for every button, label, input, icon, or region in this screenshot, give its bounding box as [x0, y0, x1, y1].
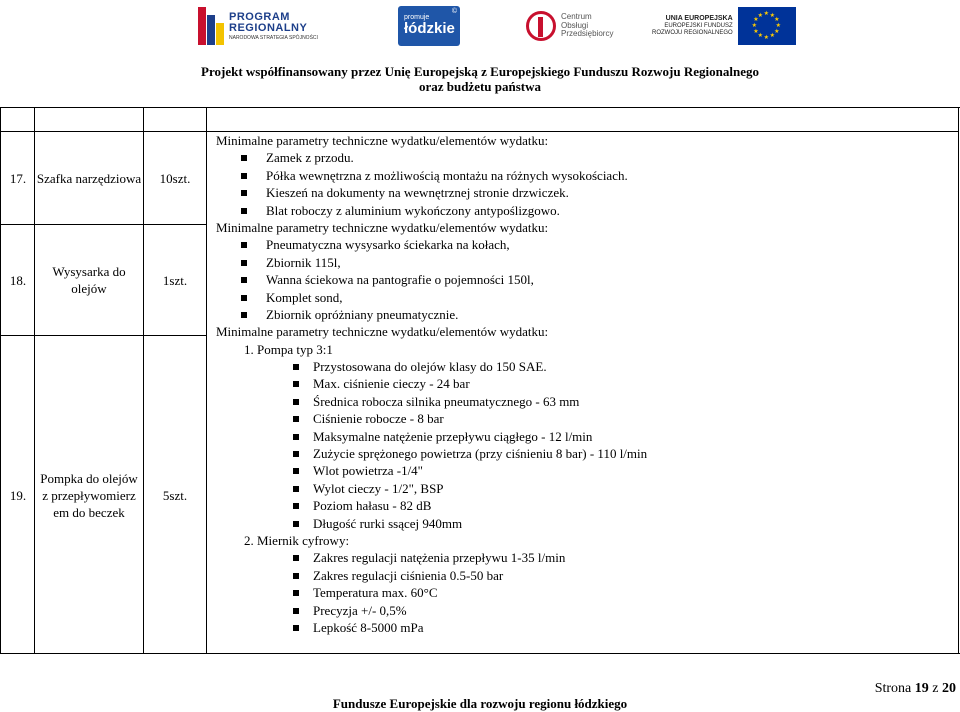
square-bullet-icon [241, 312, 247, 318]
unia-europejska-logo [652, 4, 796, 48]
spec-bullet-item [216, 358, 956, 375]
spec-bullet-item [216, 167, 956, 184]
square-bullet-icon [293, 608, 299, 614]
eu-star-icon: ★ [753, 17, 759, 23]
specification-table [0, 107, 960, 654]
square-bullet-icon [241, 173, 247, 179]
spec-bullet-item [216, 619, 956, 636]
spec-text: Minimalne parametry techniczne wydatku/elementów wydatku: [216, 324, 549, 340]
spec-text: Przystosowana do olejów klasy do 150 SAE. [313, 359, 547, 375]
page-number [875, 681, 956, 697]
spec-text: Wlot powietrza -1/4" [313, 463, 423, 479]
spec-bullet-item [216, 254, 956, 271]
logo-centrum-line1: Centrum [561, 11, 592, 21]
spec-text: Średnica robocza silnika pneumatycznego - 63 mm [313, 393, 580, 409]
spec-text: 1. Pompa typ 3:1 [244, 341, 333, 357]
footer-text: Fundusze Europejskie dla rozwoju regionu łódzkiego [332, 696, 628, 711]
eu-star-icon: ★ [774, 17, 780, 23]
eu-star-icon: ★ [769, 33, 776, 40]
eu-star-icon: ★ [753, 29, 759, 35]
spec-heading [216, 132, 956, 149]
row-17-lp: 17. [9, 170, 27, 186]
eu-star-icon: ★ [751, 23, 758, 29]
row-19-qty: 5szt. [162, 487, 188, 503]
eu-star-icon: ★ [763, 11, 770, 17]
spec-text: Wanna ściekowa na pantografie o pojemności 150l, [266, 272, 534, 288]
spec-text: Blat roboczy z aluminium wykończony antypoślizgowo. [266, 202, 560, 218]
project-header [0, 64, 960, 94]
spec-bullet-item [216, 202, 956, 219]
spec-text: Max. ciśnienie cieczy - 24 bar [313, 376, 470, 392]
spec-text: Zakres regulacji natężenia przepływu 1-35 l/min [313, 550, 566, 566]
square-bullet-icon [293, 468, 299, 474]
spec-bullet-item [216, 393, 956, 410]
spec-bullet-item [216, 149, 956, 166]
spec-text: Minimalne parametry techniczne wydatku/elementów wydatku: [216, 133, 549, 148]
spec-bullet-item [216, 480, 956, 497]
logo-lodzkie-small: promuje [404, 14, 430, 22]
spec-heading [216, 219, 956, 236]
spec-text: Temperatura max. 60°C [313, 585, 438, 601]
logo-centrum-line3: Przedsiębiorcy [561, 29, 614, 39]
logo-program-line1: PROGRAM [229, 10, 290, 23]
square-bullet-icon [241, 208, 247, 214]
logo-lodzkie-big: łódzkie [404, 20, 455, 38]
page-total: 20 [942, 681, 956, 696]
logo-program-line2: REGIONALNY [229, 21, 308, 34]
spec-text: Wylot cieczy - 1/2", BSP [313, 480, 444, 496]
square-bullet-icon [241, 155, 247, 161]
square-bullet-icon [293, 521, 299, 527]
square-bullet-icon [293, 555, 299, 561]
spec-bullet-item [216, 497, 956, 514]
project-header-line2: oraz budżetu państwa [418, 79, 542, 94]
logo-ue-line1: UNIA EUROPEJSKA [665, 15, 733, 23]
spec-text: Zamek z przodu. [266, 150, 354, 166]
spec-text: Długość rurki ssącej 940mm [313, 515, 463, 531]
square-bullet-icon [241, 260, 247, 266]
row-17-name: Szafka narzędziowa [36, 170, 142, 186]
copyright-mark: © [451, 8, 457, 15]
row-17-qty: 10szt. [159, 170, 191, 186]
spec-bullet-item [216, 306, 956, 323]
eu-star-icon: ★ [769, 12, 776, 19]
eu-star-icon: ★ [774, 29, 780, 35]
centrum-obslugi-logo [526, 4, 613, 48]
spec-bullet-item [216, 236, 956, 253]
page-current: 19 [914, 681, 929, 696]
spec-bullet-item [216, 445, 956, 462]
square-bullet-icon [293, 416, 299, 422]
square-bullet-icon [293, 503, 299, 509]
spec-bullet-item [216, 462, 956, 479]
square-bullet-icon [293, 381, 299, 387]
square-bullet-icon [293, 625, 299, 631]
spec-text: Kieszeń na dokumenty na wewnętrznej stronie drzwiczek. [266, 185, 569, 201]
spec-bullet-item [216, 584, 956, 601]
eu-star-icon: ★ [757, 12, 764, 19]
square-bullet-icon [293, 590, 299, 596]
spec-text: Zbiornik opróżniany pneumatycznie. [266, 306, 459, 322]
centrum-obslugi-mark-icon [526, 11, 556, 41]
page-sep: z [932, 681, 939, 696]
spec-text: Zużycie sprężonego powietrza (przy ciśnieniu 8 bar) - 110 l/min [313, 446, 648, 462]
square-bullet-icon [241, 277, 247, 283]
spec-text: Zbiornik 115l, [266, 254, 341, 270]
program-regionalny-logo [198, 4, 318, 48]
promuje-lodzkie-logo [398, 6, 460, 46]
square-bullet-icon [241, 295, 247, 301]
eu-flag-icon [738, 7, 796, 45]
square-bullet-icon [293, 399, 299, 405]
spec-text: 2. Miernik cyfrowy: [244, 532, 350, 548]
spec-text: Komplet sond, [266, 289, 343, 305]
spec-text: Precyzja +/- 0,5% [313, 602, 407, 618]
spec-text: Poziom hałasu - 82 dB [313, 498, 432, 514]
square-bullet-icon [293, 434, 299, 440]
eu-star-icon: ★ [757, 33, 764, 40]
logo-ue-line2: EUROPEJSKI FUNDUSZ [664, 23, 733, 30]
spec-bullet-item [216, 549, 956, 566]
spec-bullet-item [216, 602, 956, 619]
spec-numbered-item [216, 341, 956, 358]
spec-bullet-item [216, 428, 956, 445]
spec-bullet-item [216, 289, 956, 306]
project-header-line1: Projekt współfinansowany przez Unię Europejską z Europejskiego Funduszu Rozwoju Regionalnego [201, 64, 759, 79]
logo-program-line3: NARODOWA STRATEGIA SPÓJNOŚCI [229, 34, 318, 41]
logo-ue-line3: ROZWOJU REGIONALNEGO [652, 30, 733, 37]
row-18-lp: 18. [9, 272, 27, 288]
spec-numbered-item [216, 532, 956, 549]
square-bullet-icon [293, 451, 299, 457]
program-regionalny-mark-icon [198, 7, 224, 45]
square-bullet-icon [241, 242, 247, 248]
spec-bullet-item [216, 184, 956, 201]
row-19-lp: 19. [9, 487, 27, 503]
row-18-qty: 1szt. [162, 272, 188, 288]
logo-strip [0, 4, 960, 48]
spec-text: Ciśnienie robocze - 8 bar [313, 411, 444, 427]
spec-text: Półka wewnętrzna z możliwością montażu na różnych wysokościach. [266, 167, 628, 183]
spec-heading [216, 323, 956, 340]
spec-text: Lepkość 8-5000 mPa [313, 619, 424, 635]
eu-star-icon: ★ [763, 35, 770, 41]
eu-star-icon: ★ [775, 23, 782, 29]
specification-column [216, 132, 956, 636]
spec-text: Minimalne parametry techniczne wydatku/elementów wydatku: [216, 219, 549, 235]
square-bullet-icon [293, 486, 299, 492]
logo-centrum-line2: Obsługi [561, 20, 589, 30]
spec-text: Pneumatyczna wysysarko ściekarka na kołach, [266, 237, 510, 253]
spec-bullet-item [216, 271, 956, 288]
spec-text: Maksymalne natężenie przepływu ciągłego - 12 l/min [313, 428, 593, 444]
square-bullet-icon [293, 573, 299, 579]
spec-text: Zakres regulacji ciśnienia 0.5-50 bar [313, 567, 504, 583]
spec-bullet-item [216, 410, 956, 427]
spec-bullet-item [216, 567, 956, 584]
row-19-name: Pompka do olejów z przepływomierz em do beczek [40, 470, 138, 520]
square-bullet-icon [293, 364, 299, 370]
page-prefix: Strona [874, 681, 912, 696]
spec-bullet-item [216, 375, 956, 392]
spec-bullet-item [216, 515, 956, 532]
square-bullet-icon [241, 190, 247, 196]
row-18-name: Wysysarka do olejów [52, 264, 126, 296]
